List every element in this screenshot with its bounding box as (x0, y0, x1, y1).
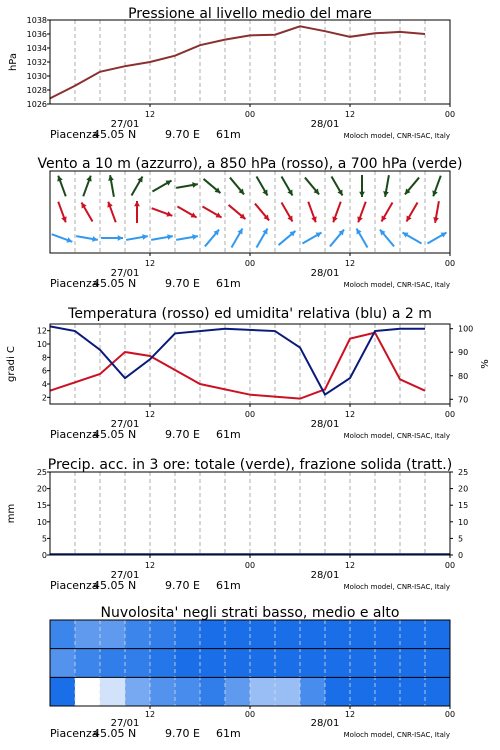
cloud-cell (100, 677, 125, 706)
cloud-cell (100, 620, 125, 649)
cloud-cell (75, 677, 100, 706)
wind-arrow (58, 202, 66, 223)
date-label: 28/01 (310, 119, 340, 130)
wind-arrow (108, 175, 114, 197)
wind-arrow (230, 178, 244, 195)
cloud-cell (425, 649, 450, 678)
panel-title: Temperatura (rosso) ed umidita' relativa (blu) a 2 m (68, 306, 432, 322)
elev-label: 61m (216, 128, 241, 141)
wind-arrow (405, 178, 419, 195)
lat-label: 45.05 N (93, 128, 137, 141)
y-tick-label: 15 (36, 501, 47, 511)
cloud-cell (200, 649, 225, 678)
model-credit: Moloch model, CNR-ISAC, Italy (343, 731, 450, 739)
cloud-cell (375, 677, 400, 706)
lon-label: 9.70 E (165, 727, 200, 740)
cloud-cell (250, 677, 275, 706)
x-tick-label: 00 (244, 110, 256, 119)
cloud-cell (325, 620, 350, 649)
y-tick-label: 20 (36, 484, 47, 494)
y-tick-label: 12 (36, 326, 47, 336)
y-tick-label: 1034 (26, 44, 47, 53)
wind-arrow (432, 176, 440, 197)
x-tick-label: 00 (244, 561, 256, 570)
cloud-cell (175, 620, 200, 649)
wind-arrow (229, 205, 246, 219)
y-tick-label: 1038 (26, 16, 47, 25)
cloud-cell (50, 649, 75, 678)
cloud-cell (350, 649, 375, 678)
date-label: 28/01 (310, 718, 340, 729)
cloud-cell (425, 677, 450, 706)
x-tick-label: 00 (444, 110, 456, 119)
wind-arrow (101, 235, 123, 241)
wind-arrow (332, 202, 340, 223)
wind-arrow (383, 175, 389, 197)
y-axis-label: mm (6, 503, 17, 524)
x-tick-label: 12 (344, 561, 356, 570)
wind-arrow (126, 234, 148, 240)
cloud-cell (375, 620, 400, 649)
y-tick-label: 1032 (26, 58, 47, 67)
wind-arrow (330, 230, 344, 247)
x-tick-label: 12 (344, 259, 356, 268)
panel-title: Pressione al livello medio del mare (128, 6, 372, 22)
cloud-cell (50, 677, 75, 706)
y-tick-label: 10 (458, 517, 469, 527)
wind-arrow (202, 207, 221, 218)
station-label: Piacenza (50, 727, 99, 740)
x-tick-label: 00 (244, 259, 256, 268)
y-axis-label: gradi C (6, 346, 17, 382)
y2-axis-label: % (480, 359, 491, 369)
wind-arrow (52, 234, 73, 242)
cloud-cell (150, 677, 175, 706)
x-tick-label: 12 (144, 259, 156, 268)
lat-label: 45.05 N (93, 579, 137, 592)
date-label: 28/01 (310, 419, 340, 430)
lat-label: 45.05 N (93, 428, 137, 441)
cloud-cell (100, 649, 125, 678)
y-tick-label: 5 (458, 534, 464, 544)
wind-arrow (82, 202, 93, 221)
cloud-cell (150, 649, 175, 678)
x-tick-label: 12 (144, 110, 156, 119)
wind-arrow (332, 176, 343, 195)
y-tick-label: 1028 (26, 86, 47, 95)
y-tick-label: 0 (458, 551, 464, 560)
cloud-cell (125, 649, 150, 678)
cloud-cell (200, 620, 225, 649)
date-label: 28/01 (310, 268, 340, 279)
wind-arrow (282, 176, 293, 195)
y-axis-label: hPa (8, 52, 19, 72)
cloud-cell (225, 649, 250, 678)
humidity-line (50, 326, 425, 394)
station-label: Piacenza (50, 277, 99, 290)
y-tick-label: 90 (458, 348, 469, 358)
wind-arrow (255, 204, 269, 221)
wind-arrow (176, 234, 198, 240)
wind-arrow (83, 176, 91, 197)
cloud-cell (325, 677, 350, 706)
cloud-cell (400, 649, 425, 678)
wind-head (134, 201, 140, 206)
cloud-cell (150, 620, 175, 649)
x-tick-label: 00 (444, 561, 456, 570)
wind-arrow (151, 234, 173, 240)
x-tick-label: 00 (244, 410, 256, 419)
lon-label: 9.70 E (165, 579, 200, 592)
date-label: 27/01 (110, 419, 140, 430)
cloud-cell (425, 620, 450, 649)
cloud-cell (125, 677, 150, 706)
cloud-cell (300, 649, 325, 678)
panel-4 (47, 472, 453, 558)
cloud-cell (375, 649, 400, 678)
x-tick-label: 00 (444, 259, 456, 268)
x-tick-label: 12 (144, 710, 156, 719)
wind-arrow (282, 202, 293, 221)
date-label: 27/01 (110, 119, 140, 130)
wind-arrow (359, 175, 365, 197)
panel-3 (47, 324, 453, 407)
date-label: 27/01 (110, 570, 140, 581)
wind-arrow (305, 178, 319, 195)
wind-arrow (152, 181, 171, 192)
y-tick-label: 1026 (26, 100, 47, 109)
panel-2 (50, 171, 450, 256)
cloud-cell (350, 620, 375, 649)
cloud-cell (125, 620, 150, 649)
wind-arrow (357, 202, 365, 223)
wind-arrow (134, 201, 140, 223)
wind-arrow (177, 207, 196, 218)
wind-arrow (232, 228, 243, 247)
wind-arrow (407, 202, 418, 221)
x-tick-label: 12 (144, 410, 156, 419)
lat-label: 45.05 N (93, 277, 137, 290)
wind-arrow (427, 233, 446, 244)
wind-arrow (76, 236, 98, 242)
panel-5 (50, 620, 450, 709)
x-tick-label: 00 (444, 410, 456, 419)
cloud-cell (325, 649, 350, 678)
y-tick-label: 2 (41, 393, 47, 403)
wind-arrow (357, 228, 368, 247)
cloud-cell (50, 620, 75, 649)
lon-label: 9.70 E (165, 277, 200, 290)
y-tick-label: 10 (36, 517, 47, 527)
cloud-cell (225, 620, 250, 649)
wind-arrow (152, 208, 173, 216)
x-tick-label: 12 (344, 710, 356, 719)
cloud-cell (300, 620, 325, 649)
x-tick-label: 00 (244, 710, 256, 719)
y-tick-label: 25 (36, 468, 47, 477)
wind-arrow (433, 201, 439, 223)
lon-label: 9.70 E (165, 428, 200, 441)
station-label: Piacenza (50, 579, 99, 592)
x-tick-label: 12 (144, 561, 156, 570)
panel-1 (47, 20, 450, 107)
wind-arrow (380, 230, 394, 247)
wind-head (359, 192, 365, 197)
y-tick-label: 70 (458, 395, 469, 405)
cloud-cell (400, 677, 425, 706)
wind-arrow (57, 176, 65, 197)
wind-arrow (257, 176, 268, 195)
lat-label: 45.05 N (93, 727, 137, 740)
station-label: Piacenza (50, 128, 99, 141)
wind-head (118, 235, 123, 241)
station-label: Piacenza (50, 428, 99, 441)
wind-arrow (308, 202, 316, 223)
elev-label: 61m (216, 277, 241, 290)
cloud-cell (200, 677, 225, 706)
y-tick-label: 25 (458, 468, 469, 477)
y-tick-label: 1036 (26, 30, 47, 39)
model-credit: Moloch model, CNR-ISAC, Italy (343, 432, 450, 440)
y-tick-label: 15 (458, 501, 469, 511)
wind-arrow (302, 233, 321, 244)
wind-arrow (402, 233, 421, 244)
wind-arrow (205, 230, 219, 247)
y-tick-label: 1030 (26, 72, 47, 81)
elev-label: 61m (216, 727, 241, 740)
x-tick-label: 12 (344, 410, 356, 419)
cloud-cell (275, 620, 300, 649)
cloud-cell (275, 649, 300, 678)
model-credit: Moloch model, CNR-ISAC, Italy (343, 281, 450, 289)
y-tick-label: 0 (41, 551, 47, 560)
wind-arrow (204, 179, 221, 193)
wind-arrow (279, 231, 296, 245)
panel-title: Nuvolosita' negli strati basso, medio e alto (100, 605, 400, 621)
cloud-cell (300, 677, 325, 706)
cloud-cell (250, 649, 275, 678)
wind-arrow (382, 202, 393, 221)
pressure-line (50, 26, 425, 98)
cloud-cell (175, 649, 200, 678)
model-credit: Moloch model, CNR-ISAC, Italy (343, 583, 450, 591)
elev-label: 61m (216, 579, 241, 592)
cloud-cell (250, 620, 275, 649)
wind-arrow (107, 202, 115, 223)
cloud-cell (350, 677, 375, 706)
y-tick-label: 8 (41, 353, 47, 363)
panel-title: Precip. acc. in 3 ore: totale (verde), frazione solida (tratt.) (47, 457, 453, 473)
y-tick-label: 80 (458, 371, 469, 381)
y-tick-label: 10 (36, 340, 47, 349)
wind-arrow (257, 228, 268, 247)
cloud-cell (75, 620, 100, 649)
cloud-cell (225, 677, 250, 706)
x-tick-label: 12 (344, 110, 356, 119)
cloud-cell (275, 677, 300, 706)
x-tick-label: 00 (444, 710, 456, 719)
wind-arrow (176, 182, 198, 188)
panel-title: Vento a 10 m (azzurro), a 850 hPa (rosso), a 700 hPa (verde) (37, 156, 463, 172)
date-label: 27/01 (110, 268, 140, 279)
date-label: 27/01 (110, 718, 140, 729)
model-credit: Moloch model, CNR-ISAC, Italy (343, 132, 450, 140)
elev-label: 61m (216, 428, 241, 441)
y-tick-label: 20 (458, 484, 469, 494)
y-tick-label: 100 (458, 324, 474, 334)
cloud-cell (75, 649, 100, 678)
y-tick-label: 5 (41, 534, 47, 544)
cloud-cell (400, 620, 425, 649)
y-tick-label: 4 (41, 380, 47, 389)
wind-arrow (132, 176, 143, 195)
y-tick-label: 6 (41, 366, 47, 376)
cloud-cell (175, 677, 200, 706)
date-label: 28/01 (310, 570, 340, 581)
lon-label: 9.70 E (165, 128, 200, 141)
